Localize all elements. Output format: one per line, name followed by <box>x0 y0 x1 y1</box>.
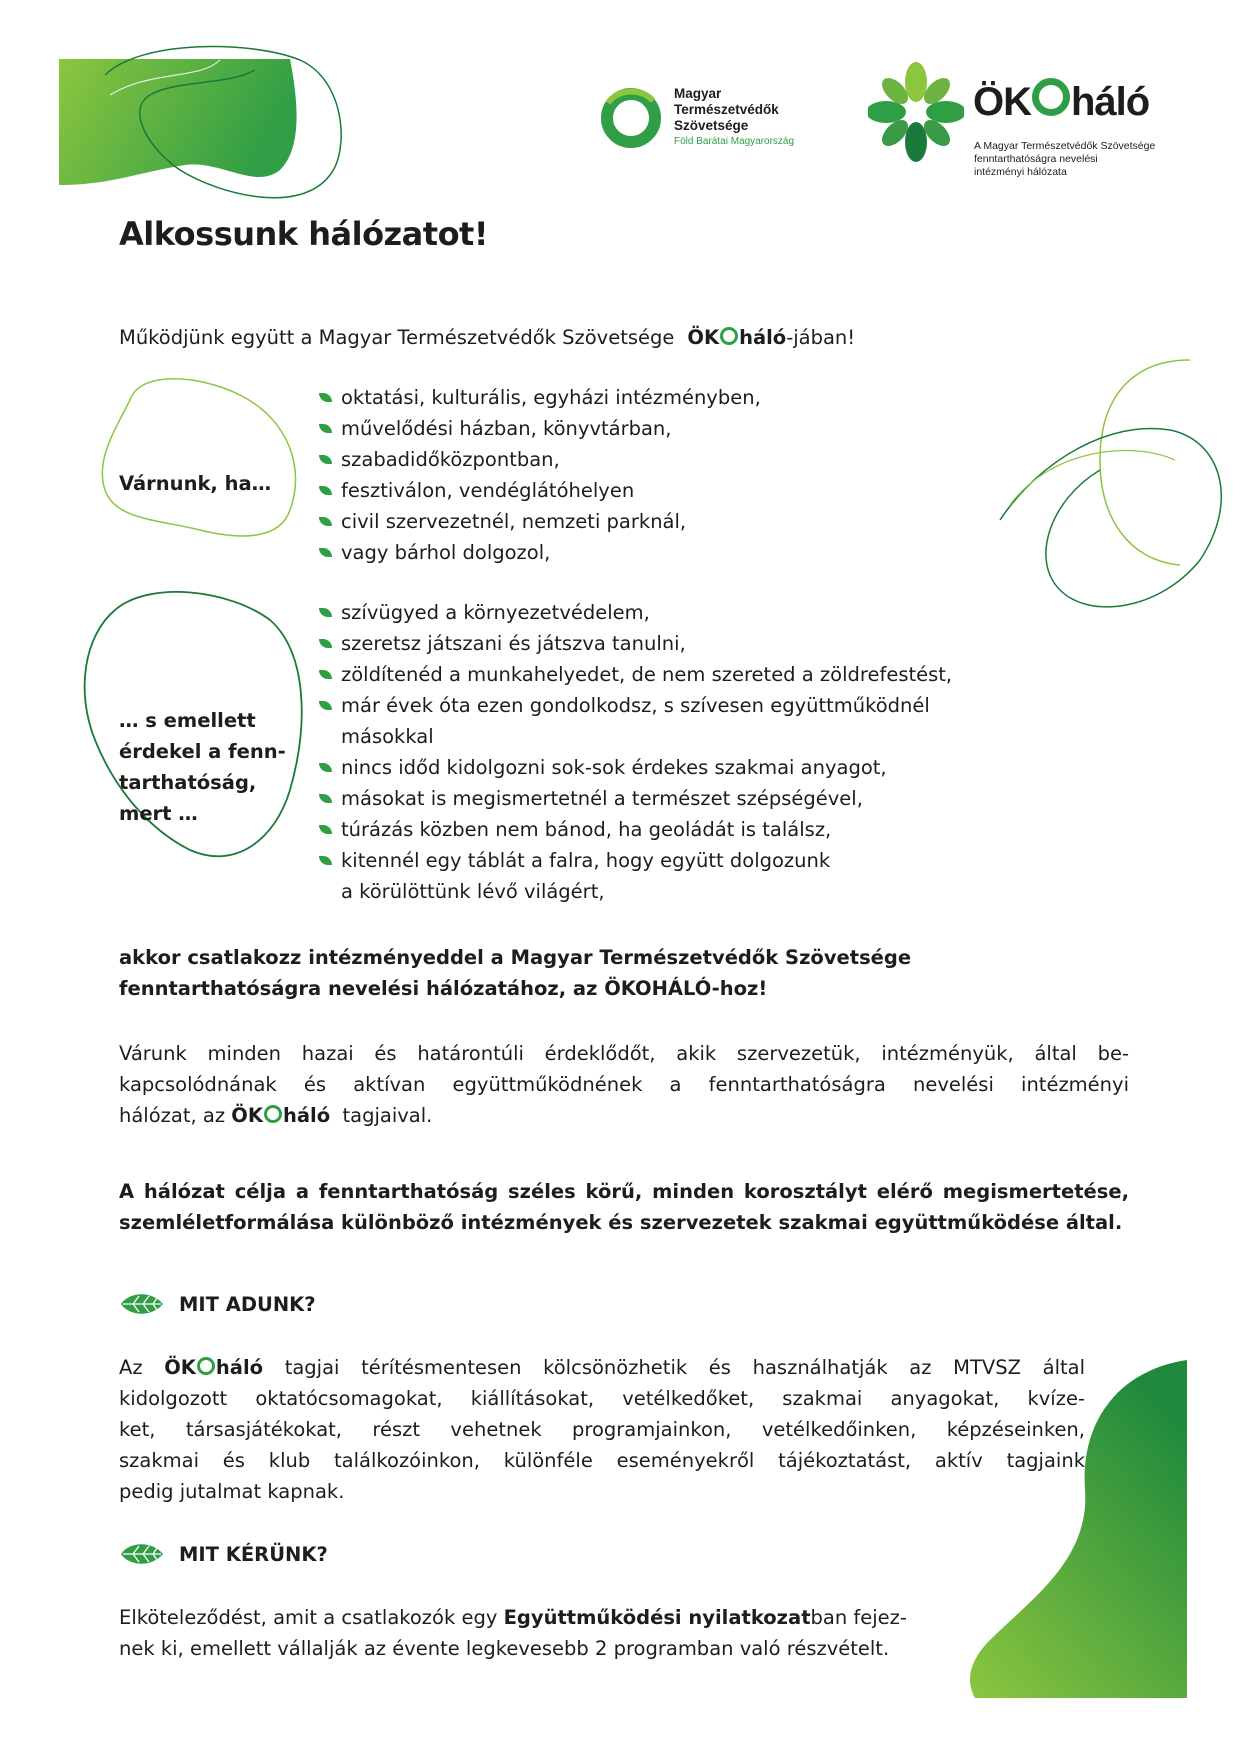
welcome-last-post: tagjaival. <box>342 1104 433 1127</box>
okohalo-inline-logo <box>681 326 787 349</box>
welcome-line: Várunk minden hazai és határontúli érdeklődőt, akik szervezetük, intézményük, által be- <box>119 1042 1129 1065</box>
list-item <box>319 690 952 752</box>
list-item-text-cont: a körülöttünk lévő világért, <box>341 880 605 903</box>
list-item-text: fesztiválon, vendéglátóhelyen <box>341 479 635 502</box>
inline-logo-post: háló <box>215 1356 264 1379</box>
okohalo-desc-line-2: fenntarthatóságra nevelési <box>974 153 1098 165</box>
ask-paragraph <box>119 1602 979 1664</box>
welcome-line: kapcsolódnának és aktívan együttműködnének a fenntarthatóságra nevelési intézményi <box>119 1073 1129 1096</box>
inline-logo-pre: ÖK <box>687 326 720 349</box>
ask-post: ban fejez- <box>810 1606 907 1629</box>
join-paragraph <box>119 942 911 1004</box>
okohalo-wordmark-pre: ÖK <box>973 80 1031 124</box>
leaf-bullet-icon <box>319 856 332 865</box>
mtvsz-ring-icon <box>598 83 664 153</box>
give-line: ket, társasjátékokat, részt vehetnek programjainkon, vetélkedőinken, képzéseinken, <box>119 1418 1085 1441</box>
list-item <box>319 597 952 628</box>
list-item-text: másokat is megismertetnél a természet szépségével, <box>341 787 863 810</box>
cloud-label-2-line: tarthatóság, <box>119 771 257 794</box>
right-swirl-line-1 <box>1100 360 1190 565</box>
leaf-bullet-icon <box>319 548 332 557</box>
okohalo-o-icon <box>1032 78 1070 116</box>
mtvsz-name-line-3: Szövetsége <box>674 118 749 133</box>
give-first-line <box>119 1352 1085 1383</box>
goal-line: A hálózat célja a fenntarthatóság széles körű, minden korosztályt elérő megismertetése, <box>119 1180 1129 1203</box>
mtvsz-name-line-2: Természetvédők <box>674 102 779 117</box>
give-paragraph <box>119 1352 1085 1507</box>
right-swirl-line-2 <box>1000 428 1221 606</box>
cloud-label-2 <box>119 705 286 829</box>
bullet-list-2 <box>319 597 952 907</box>
inline-logo-pre: ÖK <box>231 1104 263 1127</box>
leaf-bullet-icon <box>319 763 332 772</box>
ask-bold: Együttműködési nyilatkozat <box>503 1606 811 1629</box>
inline-logo-post: háló <box>739 326 787 349</box>
intro-text: Működjünk együtt a Magyar Természetvédők Szövetsége <box>119 326 675 349</box>
leaf-bullet-icon <box>319 424 332 433</box>
leaf-bullet-icon <box>319 486 332 495</box>
goal-line: szemléletformálása különböző intézmények és szervezetek szakmai együttműködése által. <box>119 1211 1123 1234</box>
list-item <box>319 413 761 444</box>
okohalo-desc-line-1: A Magyar Természetvédők Szövetsége <box>974 140 1156 152</box>
list-item <box>319 845 952 907</box>
list-item-text-cont: másokkal <box>341 725 434 748</box>
goal-paragraph <box>119 1176 1129 1238</box>
welcome-paragraph <box>119 1038 1129 1131</box>
list-item-text: már évek óta ezen gondolkodsz, s szívesen együttműködnél <box>341 694 930 717</box>
cloud-label-1: Várnunk, ha… <box>119 472 272 495</box>
mtvsz-name-line-1: Magyar <box>674 86 722 101</box>
leaf-bullet-icon <box>319 794 332 803</box>
give-first-post: tagjai térítésmentesen kölcsönözhetik és használhatják az MTVSZ által <box>284 1356 1085 1379</box>
list-item <box>319 783 952 814</box>
join-line: fenntarthatóságra nevelési hálózatához, az ÖKOHÁLÓ-hoz! <box>119 977 768 1000</box>
okohalo-inline-logo <box>164 1356 263 1379</box>
bullet-list-1 <box>319 382 761 568</box>
join-line: akkor csatlakozz intézményeddel a Magyar Természetvédők Szövetsége <box>119 946 912 969</box>
list-item <box>319 814 952 845</box>
list-item-text: civil szervezetnél, nemzeti parknál, <box>341 510 687 533</box>
give-heading <box>119 1290 316 1318</box>
okohalo-desc-line-3: intézményi hálózata <box>974 166 1067 178</box>
inline-o-icon <box>264 1105 282 1123</box>
list-item-text: oktatási, kulturális, egyházi intézményben, <box>341 386 761 409</box>
list-item <box>319 659 952 690</box>
give-line: kidolgozott oktatócsomagokat, kiállításokat, vetélkedőket, szakmai anyagokat, kvíze- <box>119 1387 1085 1410</box>
leaf-bullet-icon <box>319 393 332 402</box>
list-item <box>319 506 761 537</box>
cloud-label-2-line: érdekel a fenn- <box>119 740 286 763</box>
intro-paragraph <box>119 322 855 353</box>
cloud-label-2-line: … s emellett <box>119 709 256 732</box>
list-item <box>319 628 952 659</box>
list-item <box>319 382 761 413</box>
list-item <box>319 444 761 475</box>
inline-logo-post: háló <box>282 1104 331 1127</box>
leaf-bullet-icon <box>319 639 332 648</box>
leaf-bullet-icon <box>319 608 332 617</box>
ask-first-line <box>119 1602 979 1633</box>
leaf-bullet-icon <box>319 517 332 526</box>
list-item-text: nincs időd kidolgozni sok-sok érdekes szakmai anyagot, <box>341 756 887 779</box>
leaf-icon <box>119 1540 165 1568</box>
okohalo-wordmark-post: háló <box>1071 80 1150 124</box>
leaf-bullet-icon <box>319 701 332 710</box>
list-item-text: művelődési házban, könyvtárban, <box>341 417 672 440</box>
inline-o-icon <box>197 1357 215 1375</box>
list-item-text: zöldítenéd a munkahelyedet, de nem szereted a zöldrefestést, <box>341 663 953 686</box>
okohalo-inline-logo <box>231 1104 330 1127</box>
ask-pre: Elköteleződést, amit a csatlakozók egy <box>119 1606 498 1629</box>
mtvsz-logo <box>598 80 828 160</box>
inline-logo-pre: ÖK <box>164 1356 196 1379</box>
give-first-pre: Az <box>119 1356 143 1379</box>
leaf-flower-icon <box>868 58 964 166</box>
ask-heading <box>119 1540 328 1568</box>
ask-heading-text: MIT KÉRÜNK? <box>179 1542 328 1566</box>
give-line: pedig jutalmat kapnak. <box>119 1480 345 1503</box>
top-left-green-blob <box>59 59 297 185</box>
list-item-text: szeretsz játszani és játszva tanulni, <box>341 632 686 655</box>
welcome-last-line <box>119 1100 1129 1131</box>
intro-suffix: -jában! <box>786 326 856 349</box>
leaf-icon <box>119 1290 165 1318</box>
inline-o-icon <box>720 327 738 345</box>
list-item-text: kitennél egy táblát a falra, hogy együtt dolgozunk <box>341 849 831 872</box>
list-item-text: szívügyed a környezetvédelem, <box>341 601 650 624</box>
welcome-last-pre: hálózat, az <box>119 1104 226 1127</box>
list-item-text: szabadidőközpontban, <box>341 448 560 471</box>
cloud-label-2-line: mert … <box>119 802 198 825</box>
list-item <box>319 752 952 783</box>
cloud-outline-1 <box>102 379 295 536</box>
list-item-text: túrázás közben nem bánod, ha geoládát is találsz, <box>341 818 832 841</box>
list-item <box>319 537 761 568</box>
leaf-bullet-icon <box>319 455 332 464</box>
leaf-bullet-icon <box>319 670 332 679</box>
ask-line-2: nek ki, emellett vállalják az évente legkevesebb 2 programban való részvételt. <box>119 1637 890 1660</box>
list-item <box>319 475 761 506</box>
give-line: szakmai és klub találkozóinkon, különféle eseményekről tájékoztatást, aktív tagjaink <box>119 1449 1085 1472</box>
list-item-text: vagy bárhol dolgozol, <box>341 541 551 564</box>
give-heading-text: MIT ADUNK? <box>179 1292 316 1316</box>
leaf-bullet-icon <box>319 825 332 834</box>
okohalo-wordmark <box>973 78 1149 125</box>
page-title: Alkossunk hálózatot! <box>119 215 488 253</box>
mtvsz-subtitle: Föld Barátai Magyarország <box>674 136 795 147</box>
okohalo-logo <box>868 58 1188 183</box>
